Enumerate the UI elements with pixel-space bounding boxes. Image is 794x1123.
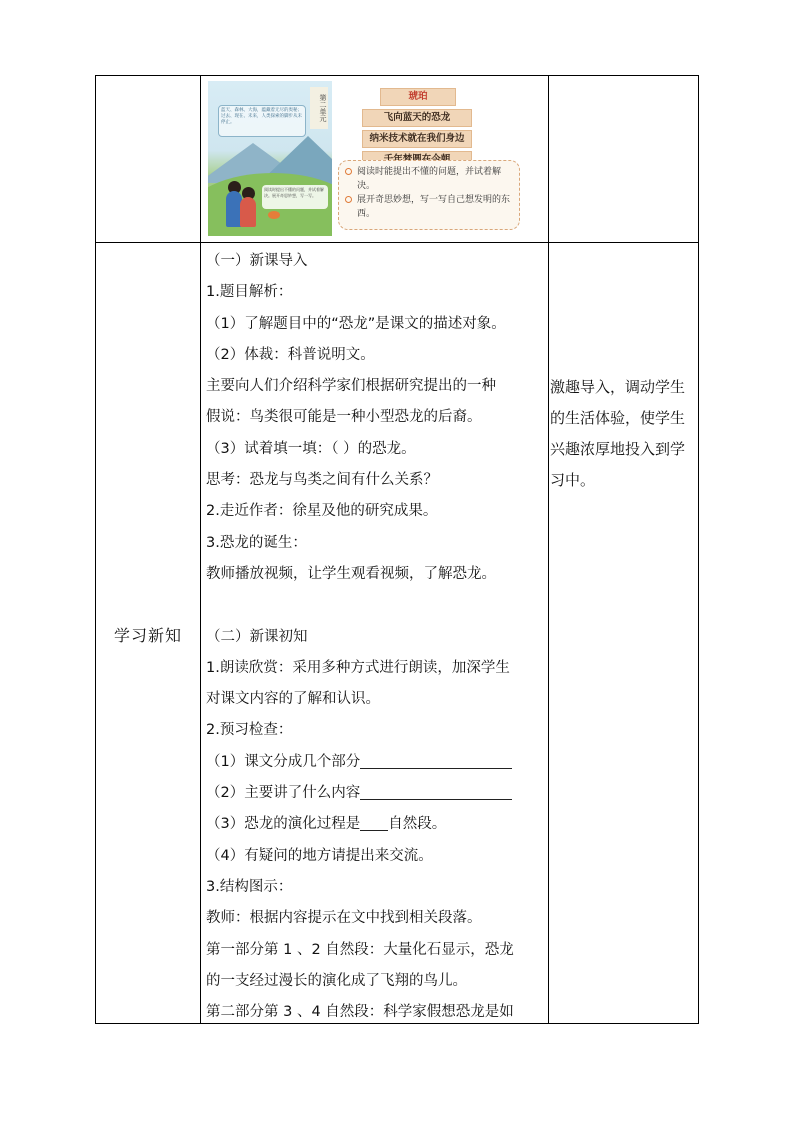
content-line: （3）试着填一填：（ ）的恐龙。 bbox=[206, 440, 416, 457]
column-divider-1 bbox=[200, 76, 201, 1023]
content-line: 教师：根据内容提示在文中找到相关段落。 bbox=[206, 910, 482, 927]
lesson-content bbox=[206, 246, 542, 1028]
fill-line bbox=[206, 809, 542, 840]
speech-bubble: 阅读时提出不懂的问题，并试着解决。展开奇思妙想，写一写。 bbox=[262, 185, 328, 209]
row-divider bbox=[96, 242, 698, 243]
content-line: 1.朗读欣赏：采用多种方式进行朗读，加深学生 bbox=[206, 659, 510, 676]
fill-prompt: （2）主要讲了什么内容 bbox=[206, 785, 361, 802]
content-line: 的一支经过漫长的演化成了飞翔的鸟儿。 bbox=[206, 972, 467, 989]
answer-blank bbox=[360, 812, 388, 831]
content-line: （4）有疑问的地方请提出来交流。 bbox=[206, 847, 433, 864]
design-intent-note: 激趣导入，调动学生的生活体验，使学生兴趣浓厚地投入到学习中。 bbox=[550, 378, 686, 489]
content-line: 第二部分第 3 、4 自然段：科学家假想恐龙是如 bbox=[206, 1004, 514, 1021]
column-divider-2 bbox=[548, 76, 549, 1023]
goal-text: 阅读时能提出不懂的问题，并试着解决。 bbox=[357, 167, 502, 191]
circle-bullet-icon bbox=[345, 168, 352, 175]
answer-blank bbox=[360, 781, 512, 800]
unit-quote: 蓝天、森林、大海，蕴藏着无尽的奥秘；过去、现在、未来，人类探索的脚步从未停止。 bbox=[218, 105, 306, 137]
content-line: （一）新课导入 bbox=[206, 253, 308, 269]
content-line: 主要向人们介绍科学家们根据研究提出的一种 bbox=[206, 378, 496, 395]
dinosaur-toy-icon bbox=[268, 211, 280, 219]
content-line: 思考：恐龙与鸟类之间有什么关系？ bbox=[206, 472, 438, 489]
fill-prompt: （3）恐龙的演化过程是 bbox=[206, 816, 361, 833]
content-line: 2.预习检查： bbox=[206, 722, 293, 739]
child-figure-icon bbox=[240, 197, 256, 227]
blank-line bbox=[206, 590, 542, 621]
circle-bullet-icon bbox=[345, 196, 352, 203]
fill-prompt: （1）课文分成几个部分 bbox=[206, 753, 361, 770]
lesson-tag: 琥珀 bbox=[380, 88, 456, 106]
content-line: （2）体裁：科普说明文。 bbox=[206, 346, 375, 363]
content-line: 3.结构图示： bbox=[206, 878, 293, 895]
content-line: （1）了解题目中的“恐龙”是课文的描述对象。 bbox=[206, 315, 506, 332]
content-line: 3.恐龙的诞生： bbox=[206, 534, 307, 551]
content-line: （二）新课初知 bbox=[206, 628, 308, 645]
fill-line bbox=[206, 747, 542, 778]
lesson-tag: 纳米技术就在我们身边 bbox=[362, 130, 472, 148]
content-line: 2.走近作者：徐星及他的研究成果。 bbox=[206, 503, 438, 520]
section-label: 学习新知 bbox=[113, 626, 182, 645]
unit-label: 第二单元 bbox=[310, 87, 328, 129]
textbook-illustration bbox=[208, 81, 332, 236]
lesson-tag: 飞向蓝天的恐龙 bbox=[362, 109, 472, 127]
goal-text: 展开奇思妙想，写一写自己想发明的东西。 bbox=[357, 195, 511, 219]
content-line: 教师播放视频，让学生观看视频，了解恐龙。 bbox=[206, 565, 496, 582]
content-line: 第一部分第 1 、2 自然段：大量化石显示，恐龙 bbox=[206, 941, 514, 958]
goal-item bbox=[345, 165, 513, 193]
content-line: 1.题目解析： bbox=[206, 284, 293, 301]
answer-blank bbox=[360, 750, 512, 769]
lesson-plan-table bbox=[95, 75, 699, 1024]
goal-item bbox=[345, 193, 513, 221]
content-line: 对课文内容的了解和认识。 bbox=[206, 691, 380, 708]
fill-suffix: 自然段。 bbox=[388, 816, 447, 833]
learning-goals-box bbox=[338, 160, 520, 230]
fill-line bbox=[206, 778, 542, 809]
content-line: 假说：鸟类很可能是一种小型恐龙的后裔。 bbox=[206, 409, 482, 426]
